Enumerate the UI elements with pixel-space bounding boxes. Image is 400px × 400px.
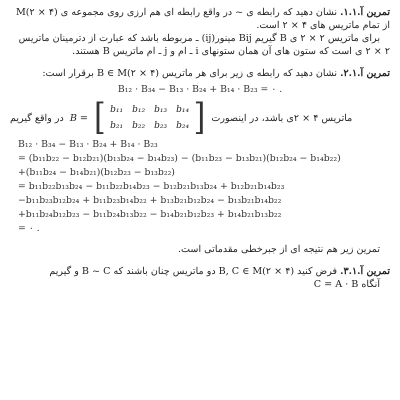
matrix-entry: b₁₂ [132, 104, 146, 115]
exercise-1-3-line1: فرض کنید (۴ × ۲)B, C ∈ M دو ماتریس چنان باشند که B ~ C و گیریم [49, 266, 338, 277]
derivation-line: B₁₂ · B₃₄ − B₁₃ · B₂₄ + B₁₄ · B₂₃ [18, 139, 158, 150]
derivation-line: = (b₁₁b₂₂ − b₁₂b₂₁)(b₁₃b₂₄ − b₁₄b₂₃) − (b₁₁b₂₃ − b₁₃b₂₁)(b₁₂b₂₄ − b₁₄b₂₂) [18, 153, 341, 164]
exercise-1-2 [10, 67, 390, 80]
exercise-1-1-line1: نشان دهید که رابطه ی ~ در واقع رابطه ای هم ارزی روی مجموعه ی (۴ × ۲)M [15, 7, 338, 18]
exercise-1-1 [10, 6, 390, 58]
derivation-line: −b₁₁b₂₃b₁₂b₂₄ + b₁₁b₂₃b₁₄b₂₂ + b₁₃b₂₁b₁₂b₂₄ − b₁₃b₂₁b₁₄b₂₂ [18, 195, 282, 206]
exercise-1-2-title: تمرین آ.۲.۱. [340, 68, 390, 79]
proof-derivation [18, 139, 390, 237]
matrix-entries [106, 104, 194, 133]
proof-intro-mid: ماتریس ۴ × ۲ی باشد، در اینصورت [211, 112, 353, 124]
right-bracket: ] [193, 96, 206, 139]
matrix-entry: b₂₂ [132, 120, 146, 131]
exercise-1-1-title: تمرین آ.۱.۱. [340, 7, 390, 18]
minor-definition-line2: ۲ × ۲ ی است که ستون های آن همان ستونهای i ـ ام و j ـ ام ماتریس B هستند. [72, 46, 390, 57]
matrix-entry: b₂₃ [154, 120, 168, 131]
proof-intro [10, 96, 390, 139]
matrix-b [93, 96, 206, 139]
matrix-entry: b₁₃ [154, 104, 168, 115]
minor-definition-line1: برای ماتریس ۲ × ۲ ی B گیریم Bij مینور(ij) ـ مربوطه باشد که عبارت از دترمینان ماتریس [18, 33, 380, 44]
exercise-1-1-line2: از تمام ماتریس های ۴ × ۲ است. [256, 20, 390, 31]
matrix-entry: b₁₁ [110, 104, 124, 115]
proof-intro-right: در واقع گیریم [10, 112, 64, 124]
left-bracket: [ [93, 96, 106, 139]
matrix-entry: b₁₄ [176, 104, 190, 115]
exercise-1-3-lead: تمرین زیر هم نتیجه ای از جبرخطی مقدماتی است. [177, 244, 380, 255]
matrix-label: B = [69, 112, 88, 124]
plucker-relation-equation: B₁₂ · B₃₄ − B₁₃ · B₂₄ + B₁₄ · B₂₃ = ۰ . [117, 84, 283, 95]
exercise-1-2-text: نشان دهید که رابطه ی زیر برای هر ماتریس (۴ × ۲)B ∈ M برقرار است: [42, 68, 338, 79]
derivation-line: +(b₁₁b₂₄ − b₁₄b₂₁)(b₁₂b₂₃ − b₁₃b₂₂) [18, 167, 175, 178]
exercise-1-3 [10, 265, 390, 291]
derivation-line: = b₁₁b₂₂b₁₃b₂₄ − b₁₁b₂₂b₁₄b₂₃ − b₁₂b₂₁b₁₃b₂₄ + b₁₂b₂₁b₁₄b₂₃ [18, 181, 285, 192]
derivation-line: = ۰ . [18, 223, 40, 234]
matrix-entry: b₂₁ [110, 120, 124, 131]
exercise-1-3-title: تمرین آ.۳.۱. [340, 266, 390, 277]
derivation-line: +b₁₁b₂₄b₁₂b₂₃ − b₁₁b₂₄b₁₃b₂₂ − b₁₄b₂₁b₁₂b₂₃ + b₁₄b₂₁b₁₃b₂₂ [18, 209, 282, 220]
matrix-entry: b₂₄ [176, 120, 190, 131]
exercise-1-3-line2: آنگاه C = A · B [313, 279, 380, 290]
